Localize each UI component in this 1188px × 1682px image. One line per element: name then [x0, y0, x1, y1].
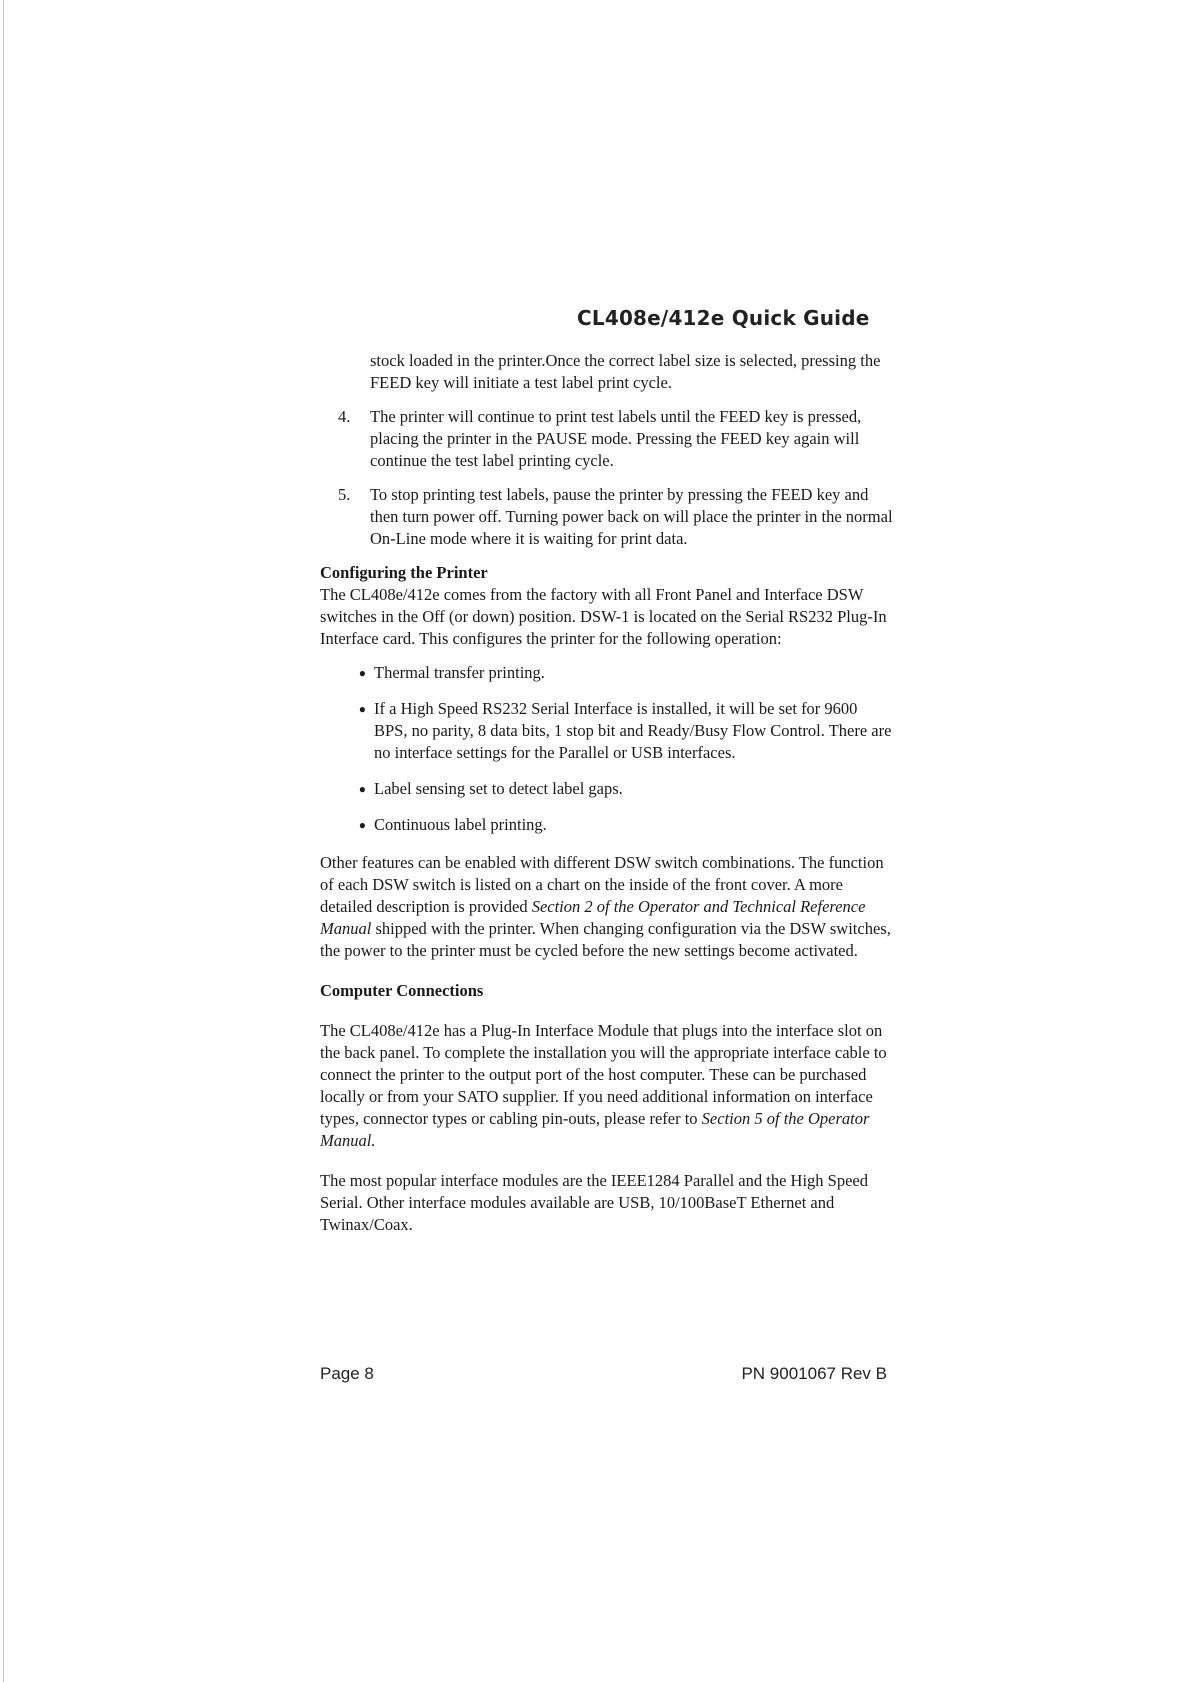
- step-item: [320, 484, 895, 550]
- list-item: [320, 662, 895, 684]
- list-item-text: If a High Speed RS232 Serial Interface is installed, it will be set for 9600 BPS, no parity, 8 data bits, 1 stop bit and Ready/Busy Flow Control. There are no interface settings for the Parallel or USB interfaces.: [374, 699, 892, 762]
- manual-reference: Section 5 of the Operator Manual.: [320, 1109, 870, 1150]
- step-item: [320, 406, 895, 472]
- bullet-icon: ●: [358, 666, 366, 680]
- connections-text: The CL408e/412e has a Plug-In Interface Module that plugs into the interface slot on the back panel. To complete the installation you will the appropriate interface cable to connect the printer to the output port of the host computer. These can be purchased locally or from your SATO supplier. If you need additional information on interface types, connector types or cabling pin-outs, please refer to: [320, 1021, 887, 1128]
- scan-edge-line: [3, 0, 4, 1682]
- list-item: [320, 814, 895, 836]
- connections-heading: Computer Connections: [320, 981, 484, 1000]
- interface-modules-paragraph: The most popular interface modules are the IEEE1284 Parallel and the High Speed Serial. Other interface modules available are USB, 10/100BaseT Ethernet and Twinax/Coax.: [320, 1171, 868, 1234]
- page-content: [320, 350, 895, 1246]
- configuration-list: [320, 662, 895, 836]
- step-number: 5.: [338, 485, 351, 504]
- list-item-text: Thermal transfer printing.: [374, 663, 545, 682]
- bullet-icon: ●: [358, 818, 366, 832]
- configuring-paragraph: The CL408e/412e comes from the factory with all Front Panel and Interface DSW switches in the Off (or down) position. DSW-1 is located on the Serial RS232 Plug-In Interface card. This configures the printer for the following operation:: [320, 585, 887, 648]
- bullet-icon: ●: [358, 782, 366, 796]
- page-number: Page 8: [320, 1364, 374, 1383]
- step-text: The printer will continue to print test labels until the FEED key is pressed, placing the printer in the PAUSE mode. Pressing the FEED key again will continue the test label printing cycle.: [370, 407, 862, 470]
- other-features-text-end: shipped with the printer. When changing configuration via the DSW switches, the power to the printer must be cycled before the new settings become activated.: [320, 919, 891, 960]
- list-item: [320, 698, 895, 764]
- other-features-paragraph: [320, 852, 895, 962]
- part-number: PN 9001067 Rev B: [741, 1364, 887, 1383]
- page-title: CL408e/412e Quick Guide: [577, 306, 870, 330]
- manual-reference: Section 2 of the Operator and Technical Reference Manual: [320, 897, 866, 938]
- intro-continuation: stock loaded in the printer.Once the correct label size is selected, pressing the FEED key will initiate a test label print cycle.: [370, 351, 881, 392]
- step-text: To stop printing test labels, pause the printer by pressing the FEED key and then turn power off. Turning power back on will place the printer in the normal On-Line mode where it is waiting for print data.: [370, 485, 893, 548]
- list-item-text: Label sensing set to detect label gaps.: [374, 779, 623, 798]
- connections-paragraph: [320, 1020, 895, 1152]
- bullet-icon: ●: [358, 702, 366, 716]
- configuring-heading: Configuring the Printer: [320, 563, 488, 582]
- other-features-text-start: Other features can be enabled with different DSW switch combinations. The function of each DSW switch is listed on a chart on the inside of the front cover. A more detailed description is provided: [320, 853, 884, 916]
- list-item: [320, 778, 895, 800]
- step-number: 4.: [338, 407, 351, 426]
- list-item-text: Continuous label printing.: [374, 815, 547, 834]
